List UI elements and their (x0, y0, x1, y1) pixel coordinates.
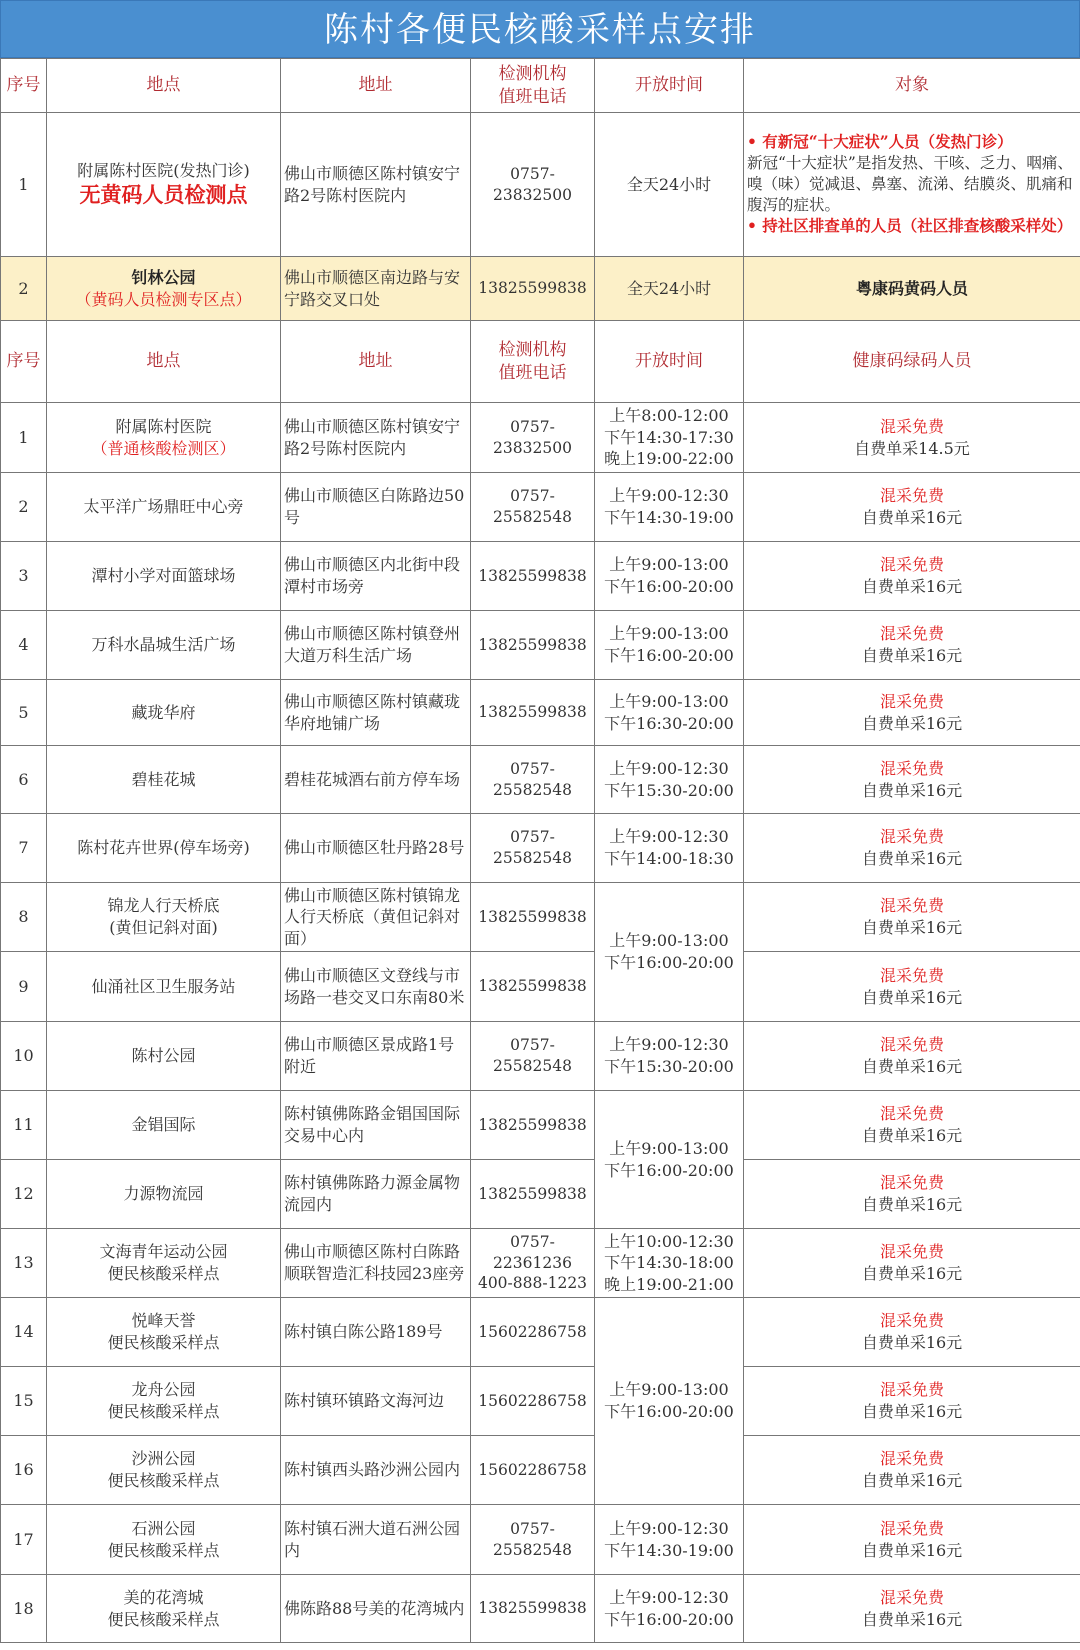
row-target: 混采免费 自费单采16元 (744, 1022, 1080, 1091)
table-row (1, 1436, 1080, 1505)
row-place: 碧桂花城 (47, 746, 281, 814)
row-addr: 佛山市顺德区陈村镇锦龙人行天桥底（黄但记斜对面） (281, 883, 471, 952)
header-time: 开放时间 (595, 59, 744, 113)
row-no: 15 (1, 1367, 47, 1436)
row-phone: 13825599838 (471, 883, 595, 952)
row-time: 上午9:00-13:00 下午16:00-20:00 (595, 611, 744, 680)
header-target: 对象 (744, 59, 1080, 113)
table-row (1, 814, 1080, 883)
table-row (1, 257, 1080, 321)
row-target: 混采免费 自费单采16元 (744, 1367, 1080, 1436)
header-place: 地点 (47, 59, 281, 113)
row-no: 18 (1, 1575, 47, 1643)
row-target: 混采免费 自费单采16元 (744, 746, 1080, 814)
table-row (1, 1505, 1080, 1575)
page-title: 陈村各便民核酸采样点安排 (0, 0, 1080, 58)
row-no: 16 (1, 1436, 47, 1505)
row-place: 龙舟公园 便民核酸采样点 (47, 1367, 281, 1436)
table-row (1, 952, 1080, 1022)
row-phone: 0757-25582548 (471, 814, 595, 883)
row-target: 混采免费 自费单采16元 (744, 1229, 1080, 1298)
row-place: 文海青年运动公园 便民核酸采样点 (47, 1229, 281, 1298)
row-no: 12 (1, 1160, 47, 1229)
row-no: 1 (1, 403, 47, 473)
row-target: • 有新冠“十大症状”人员（发热门诊） 新冠“十大症状”是指发热、干咳、乏力、咽痛、嗅（味）觉减退、鼻塞、流涕、结膜炎、肌痛和腹泻的症状。 • 持社区排查单的人员（社区排查核酸采样处） (744, 113, 1080, 257)
row-no: 1 (1, 113, 47, 257)
row-addr: 佛山市顺德区陈村镇安宁路2号陈村医院内 (281, 403, 471, 473)
row-no: 4 (1, 611, 47, 680)
row-no: 9 (1, 952, 47, 1022)
row-target: 混采免费 自费单采14.5元 (744, 403, 1080, 473)
no-yellow-code-tag: 无黄码人员检测点 (79, 182, 248, 208)
row-addr: 佛山市顺德区陈村镇登州大道万科生活广场 (281, 611, 471, 680)
row-time: 上午9:00-12:30 下午15:30-20:00 (595, 1022, 744, 1091)
table-row (1, 473, 1080, 542)
row-target: 混采免费 自费单采16元 (744, 1091, 1080, 1160)
row-addr: 佛山市顺德区陈村镇藏珑华府地铺广场 (281, 680, 471, 746)
row-addr: 陈村镇西头路沙洲公园内 (281, 1436, 471, 1505)
row-time-merged: 上午9:00-13:00 下午16:00-20:00 (595, 1298, 744, 1505)
row-no: 14 (1, 1298, 47, 1367)
row-target: 混采免费 自费单采16元 (744, 680, 1080, 746)
row-addr: 佛山市顺德区陈村镇安宁路2号陈村医院内 (281, 113, 471, 257)
row-place: 附属陈村医院 （普通核酸检测区） (47, 403, 281, 473)
row-target: 混采免费 自费单采16元 (744, 814, 1080, 883)
row-target: 混采免费 自费单采16元 (744, 1575, 1080, 1643)
row-addr: 佛山市顺德区文登线与市场路一巷交叉口东南80米 (281, 952, 471, 1022)
row-place: 沙洲公园 便民核酸采样点 (47, 1436, 281, 1505)
row-place: 力源物流园 (47, 1160, 281, 1229)
row-target: 混采免费 自费单采16元 (744, 1298, 1080, 1367)
row-no: 17 (1, 1505, 47, 1575)
special-table (0, 58, 1080, 321)
row-time-merged: 上午9:00-13:00 下午16:00-20:00 (595, 1091, 744, 1229)
table-row (1, 1022, 1080, 1091)
row-addr: 陈村镇环镇路文海河边 (281, 1367, 471, 1436)
row-place: 悦峰天誉 便民核酸采样点 (47, 1298, 281, 1367)
row-target: 粤康码黄码人员 (744, 257, 1080, 321)
row-time: 全天24小时 (595, 257, 744, 321)
row-addr: 佛山市顺德区白陈路边50号 (281, 473, 471, 542)
header-phone: 检测机构 值班电话 (471, 321, 595, 403)
row-phone: 13825599838 (471, 611, 595, 680)
row-time: 上午9:00-12:30 下午16:00-20:00 (595, 1575, 744, 1643)
header-phone: 检测机构 值班电话 (471, 59, 595, 113)
row-time: 上午8:00-12:00 下午14:30-17:30 晚上19:00-22:00 (595, 403, 744, 473)
row-target: 混采免费 自费单采16元 (744, 1505, 1080, 1575)
row-phone: 0757-25582548 (471, 746, 595, 814)
row-no: 2 (1, 257, 47, 321)
row-time: 上午9:00-12:30 下午14:00-18:30 (595, 814, 744, 883)
row-time-merged: 上午9:00-13:00 下午16:00-20:00 (595, 883, 744, 1022)
row-addr: 陈村镇佛陈路力源金属物流园内 (281, 1160, 471, 1229)
table-row (1, 883, 1080, 952)
header-no: 序号 (1, 321, 47, 403)
row-place: 钊林公园 （黄码人员检测专区点） (47, 257, 281, 321)
table-row (1, 1298, 1080, 1367)
row-phone: 13825599838 (471, 952, 595, 1022)
row-place: 金锠国际 (47, 1091, 281, 1160)
row-no: 6 (1, 746, 47, 814)
row-target: 混采免费 自费单采16元 (744, 1160, 1080, 1229)
table-row (1, 403, 1080, 473)
row-addr: 佛陈路88号美的花湾城内 (281, 1575, 471, 1643)
row-no: 3 (1, 542, 47, 611)
row-target: 混采免费 自费单采16元 (744, 1436, 1080, 1505)
header-row (1, 59, 1080, 113)
row-phone: 13825599838 (471, 542, 595, 611)
row-place: 藏珑华府 (47, 680, 281, 746)
header-time: 开放时间 (595, 321, 744, 403)
row-time: 上午9:00-13:00 下午16:30-20:00 (595, 680, 744, 746)
green-code-table (0, 320, 1080, 1643)
row-place: 陈村花卉世界(停车场旁) (47, 814, 281, 883)
row-phone: 13825599838 (471, 1091, 595, 1160)
row-phone: 0757-25582548 (471, 1022, 595, 1091)
row-addr: 佛山市顺德区景成路1号附近 (281, 1022, 471, 1091)
row-place: 石洲公园 便民核酸采样点 (47, 1505, 281, 1575)
table-row (1, 542, 1080, 611)
table-row (1, 1229, 1080, 1298)
table-row (1, 1160, 1080, 1229)
row-time: 全天24小时 (595, 113, 744, 257)
row-phone: 0757-23832500 (471, 403, 595, 473)
row-place: 潭村小学对面篮球场 (47, 542, 281, 611)
row-addr: 佛山市顺德区内北街中段潭村市场旁 (281, 542, 471, 611)
row-addr: 佛山市顺德区陈村白陈路顺联智造汇科技园23座旁 (281, 1229, 471, 1298)
row-place: 锦龙人行天桥底 (黄但记斜对面) (47, 883, 281, 952)
row-place: 附属陈村医院(发热门诊) 无黄码人员检测点 (47, 113, 281, 257)
header-addr: 地址 (281, 59, 471, 113)
row-no: 7 (1, 814, 47, 883)
header-addr: 地址 (281, 321, 471, 403)
row-no: 2 (1, 473, 47, 542)
row-addr: 陈村镇佛陈路金锠国国际交易中心内 (281, 1091, 471, 1160)
table-row (1, 1575, 1080, 1643)
row-addr: 陈村镇石洲大道石洲公园内 (281, 1505, 471, 1575)
row-phone: 15602286758 (471, 1436, 595, 1505)
row-phone: 13825599838 (471, 257, 595, 321)
row-place: 陈村公园 (47, 1022, 281, 1091)
header-row (1, 321, 1080, 403)
row-no: 5 (1, 680, 47, 746)
row-target: 混采免费 自费单采16元 (744, 611, 1080, 680)
table-row (1, 611, 1080, 680)
header-target: 健康码绿码人员 (744, 321, 1080, 403)
row-no: 8 (1, 883, 47, 952)
row-phone: 13825599838 (471, 1575, 595, 1643)
row-time: 上午9:00-12:30 下午15:30-20:00 (595, 746, 744, 814)
row-addr: 陈村镇白陈公路189号 (281, 1298, 471, 1367)
row-addr: 佛山市顺德区牡丹路28号 (281, 814, 471, 883)
table-row (1, 113, 1080, 257)
row-target: 混采免费 自费单采16元 (744, 473, 1080, 542)
row-place: 美的花湾城 便民核酸采样点 (47, 1575, 281, 1643)
row-phone: 0757-25582548 (471, 1505, 595, 1575)
row-phone: 13825599838 (471, 680, 595, 746)
row-no: 11 (1, 1091, 47, 1160)
row-phone: 13825599838 (471, 1160, 595, 1229)
row-phone: 0757-22361236 400-888-1223 (471, 1229, 595, 1298)
row-target: 混采免费 自费单采16元 (744, 952, 1080, 1022)
row-addr: 佛山市顺德区南边路与安宁路交叉口处 (281, 257, 471, 321)
row-phone: 15602286758 (471, 1367, 595, 1436)
row-place: 仙涌社区卫生服务站 (47, 952, 281, 1022)
row-addr: 碧桂花城酒右前方停车场 (281, 746, 471, 814)
row-target: 混采免费 自费单采16元 (744, 542, 1080, 611)
row-place: 太平洋广场鼎旺中心旁 (47, 473, 281, 542)
header-no: 序号 (1, 59, 47, 113)
row-time: 上午10:00-12:30 下午14:30-18:00 晚上19:00-21:00 (595, 1229, 744, 1298)
row-phone: 0757-23832500 (471, 113, 595, 257)
table-row (1, 1091, 1080, 1160)
row-phone: 0757-25582548 (471, 473, 595, 542)
row-time: 上午9:00-12:30 下午14:30-19:00 (595, 473, 744, 542)
table-row (1, 680, 1080, 746)
table-row (1, 1367, 1080, 1436)
header-place: 地点 (47, 321, 281, 403)
row-target: 混采免费 自费单采16元 (744, 883, 1080, 952)
row-no: 10 (1, 1022, 47, 1091)
row-time: 上午9:00-13:00 下午16:00-20:00 (595, 542, 744, 611)
table-row (1, 746, 1080, 814)
row-no: 13 (1, 1229, 47, 1298)
row-time: 上午9:00-12:30 下午14:30-19:00 (595, 1505, 744, 1575)
row-phone: 15602286758 (471, 1298, 595, 1367)
row-place: 万科水晶城生活广场 (47, 611, 281, 680)
